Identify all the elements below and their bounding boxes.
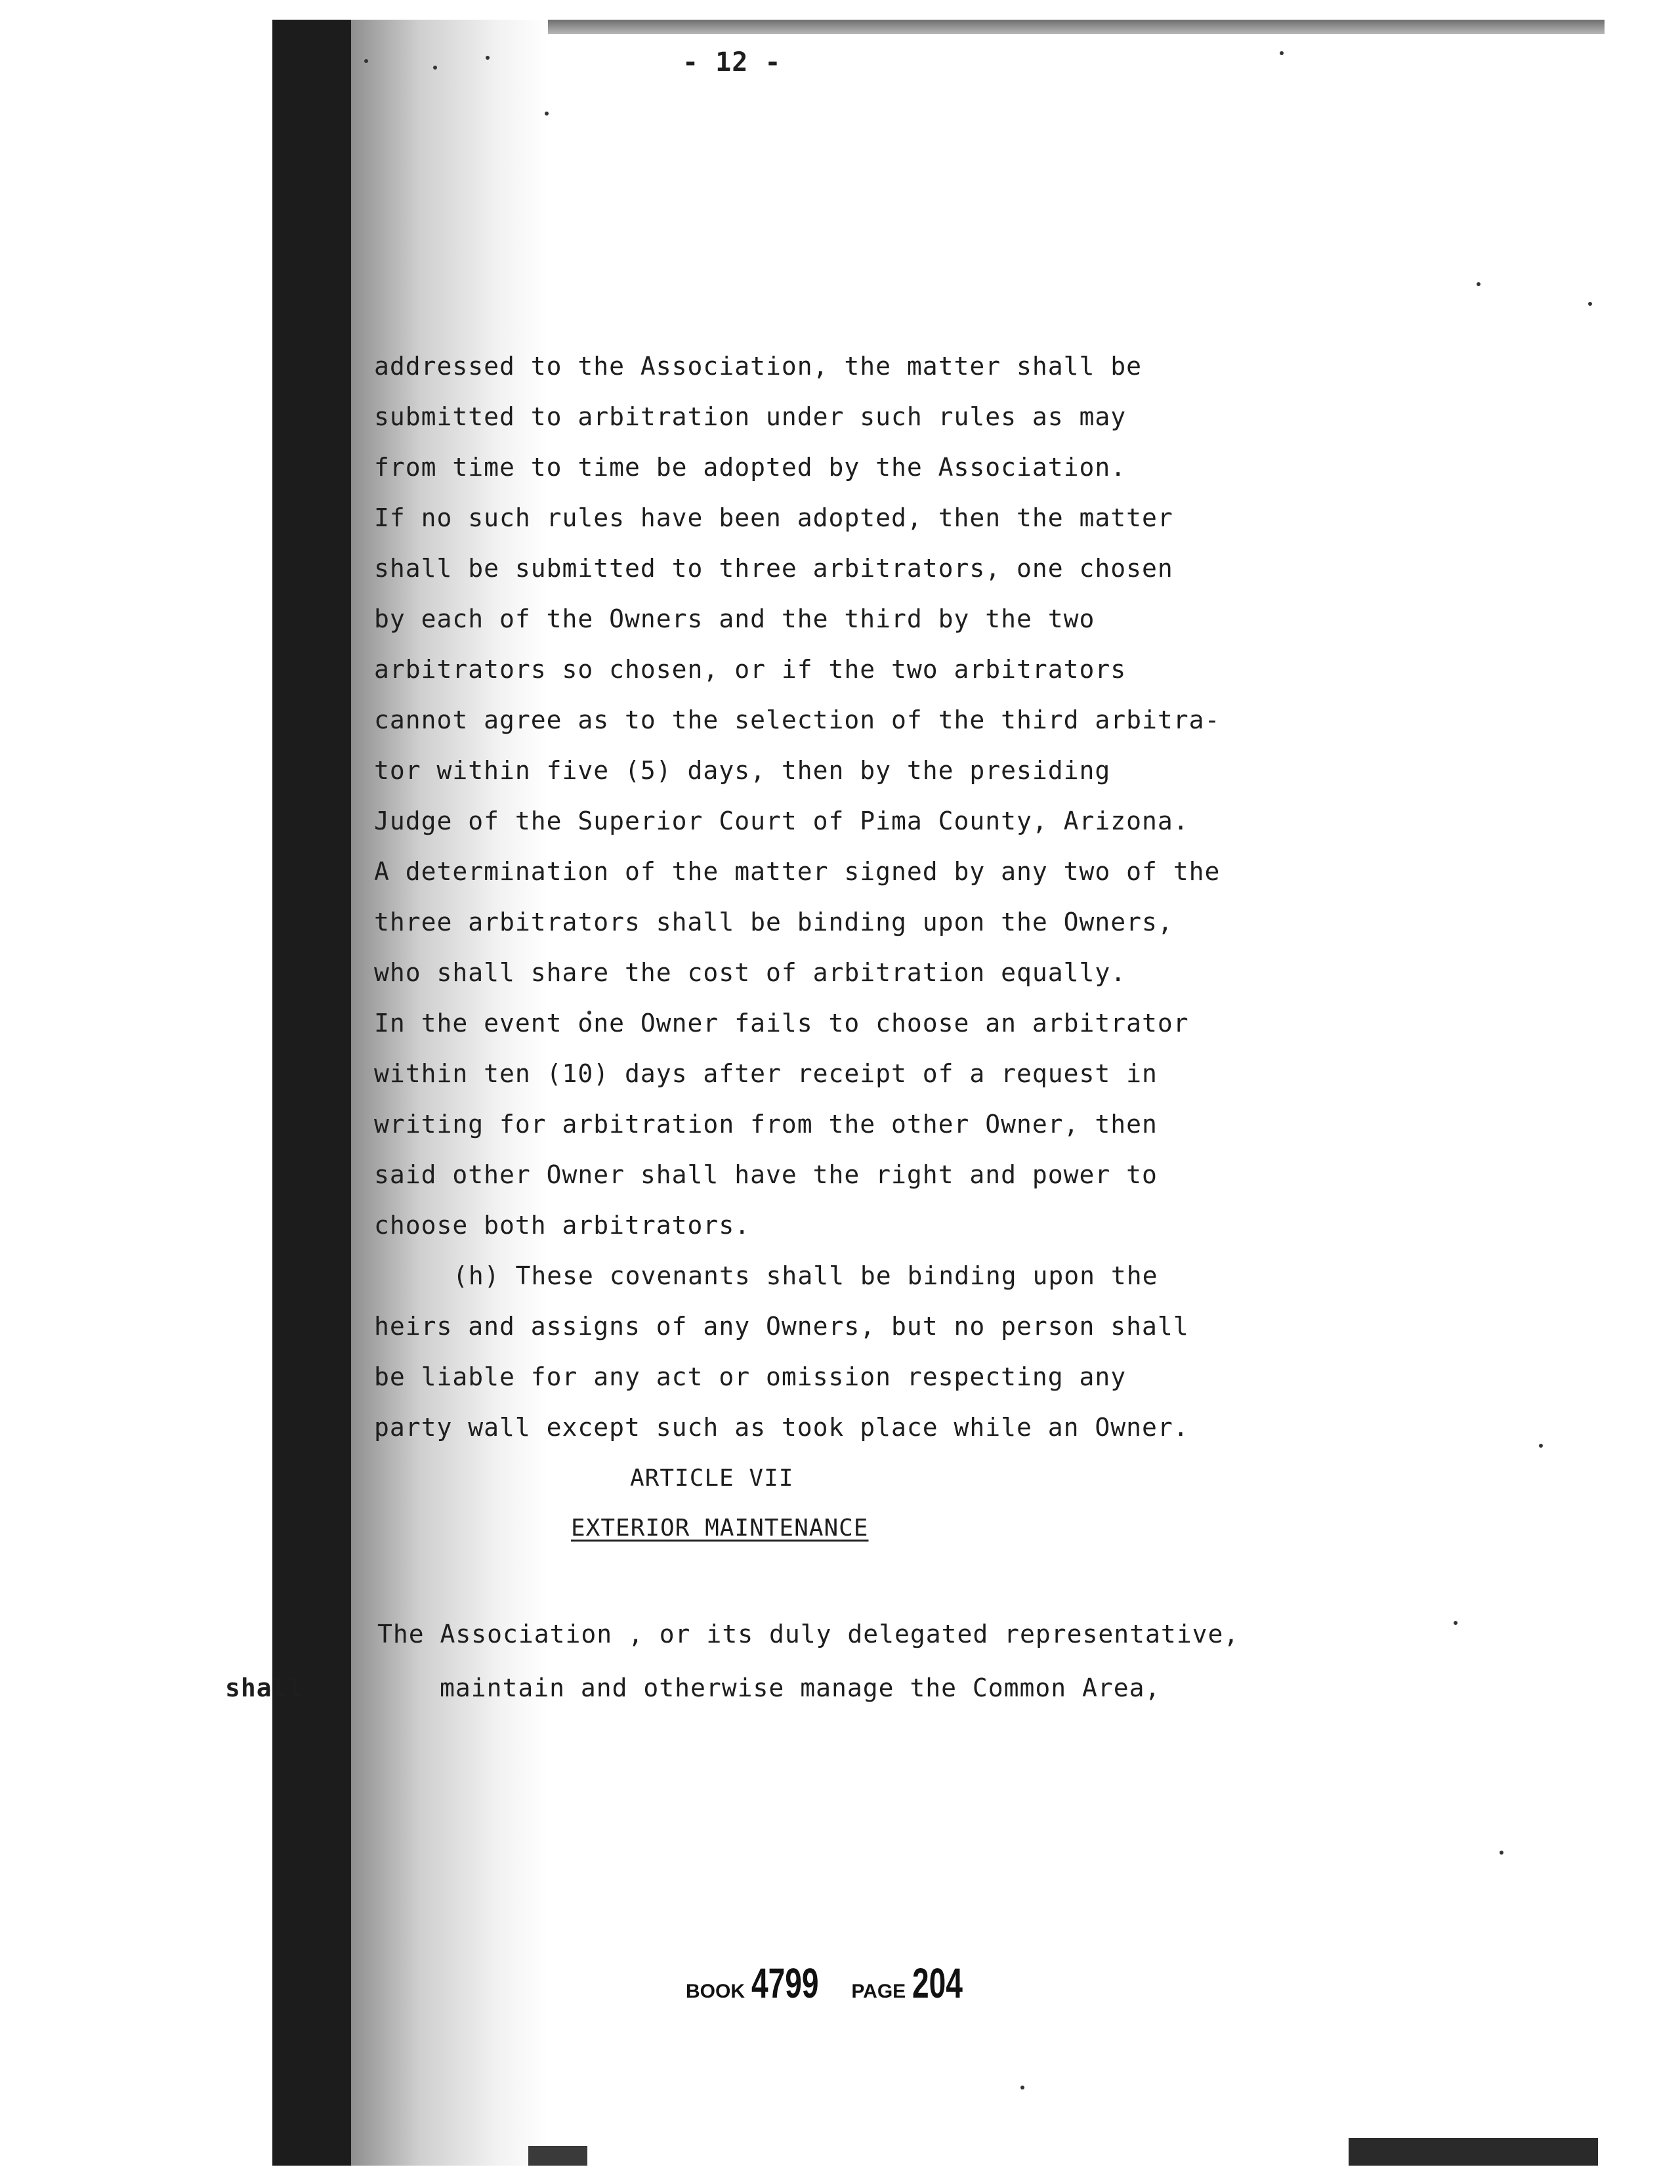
paragraph-h-line: heirs and assigns of any Owners, but no person shall [374, 1312, 1189, 1341]
body-line: Judge of the Superior Court of Pima County, Arizona. [374, 807, 1189, 835]
body-line: choose both arbitrators. [374, 1211, 751, 1240]
body-line: writing for arbitration from the other Owner, then [374, 1110, 1158, 1139]
book-number: 4799 [751, 1960, 819, 2007]
margin-insert: shall [225, 1673, 304, 1702]
body-line: three arbitrators shall be binding upon the Owners, [374, 908, 1173, 936]
body-line: If no such rules have been adopted, then the matter [374, 503, 1173, 532]
book-label: BOOK [686, 1981, 745, 2002]
scan-speck [1477, 282, 1480, 286]
body-line: shall be submitted to three arbitrators, one chosen [374, 554, 1173, 583]
scan-speck [433, 66, 437, 70]
body-line: addressed to the Association, the matter shall be [374, 352, 1143, 381]
page-number-stamp: 204 [912, 1960, 963, 2007]
scan-left-shadow [272, 20, 351, 2166]
scan-speck [486, 56, 490, 60]
body-line: within ten (10) days after receipt of a request in [374, 1059, 1158, 1088]
body-line: submitted to arbitration under such rules as may [374, 402, 1127, 431]
body-line: who shall share the cost of arbitration equally. [374, 958, 1127, 987]
closing-line-1: The Association , or its duly delegated representative, [377, 1620, 1240, 1648]
body-line: from time to time be adopted by the Association. [374, 453, 1127, 482]
scan-speck [1500, 1851, 1503, 1855]
body-line: by each of the Owners and the third by the two [374, 604, 1095, 633]
body-line: A determination of the matter signed by any two of the [374, 857, 1221, 886]
closing-line-2: maintain and otherwise manage the Common Area, [440, 1673, 1161, 1702]
body-line: said other Owner shall have the right and power to [374, 1160, 1158, 1189]
body-line: In the event one Owner fails to choose an arbitrator [374, 1009, 1189, 1038]
scan-speck [1280, 51, 1284, 55]
body-line: cannot agree as to the selection of the third arbitra- [374, 705, 1221, 734]
article-body [374, 341, 1220, 1453]
scan-speck [1020, 2086, 1024, 2090]
article-title: EXTERIOR MAINTENANCE [571, 1515, 869, 1542]
scan-bottom-dark-band [1349, 2138, 1598, 2166]
article-number: ARTICLE VII [630, 1465, 794, 1492]
body-line: arbitrators so chosen, or if the two arbitrators [374, 655, 1127, 684]
scan-speck [1588, 302, 1592, 306]
page-number: - 12 - [682, 47, 782, 77]
scan-speck [364, 59, 368, 63]
paragraph-h-line: (h) These covenants shall be binding upon the [453, 1261, 1158, 1290]
paragraph-h-line: be liable for any act or omission respecting any [374, 1362, 1127, 1391]
page-label: PAGE [851, 1981, 906, 2002]
scan-speck [1539, 1444, 1543, 1448]
scan-speck [545, 112, 549, 116]
recording-stamp [686, 1959, 982, 2007]
body-line: tor within five (5) days, then by the presiding [374, 756, 1111, 785]
paragraph-h-line: party wall except such as took place while an Owner. [374, 1413, 1189, 1442]
scan-speck [1454, 1621, 1458, 1625]
scan-bottom-mark [528, 2146, 587, 2166]
